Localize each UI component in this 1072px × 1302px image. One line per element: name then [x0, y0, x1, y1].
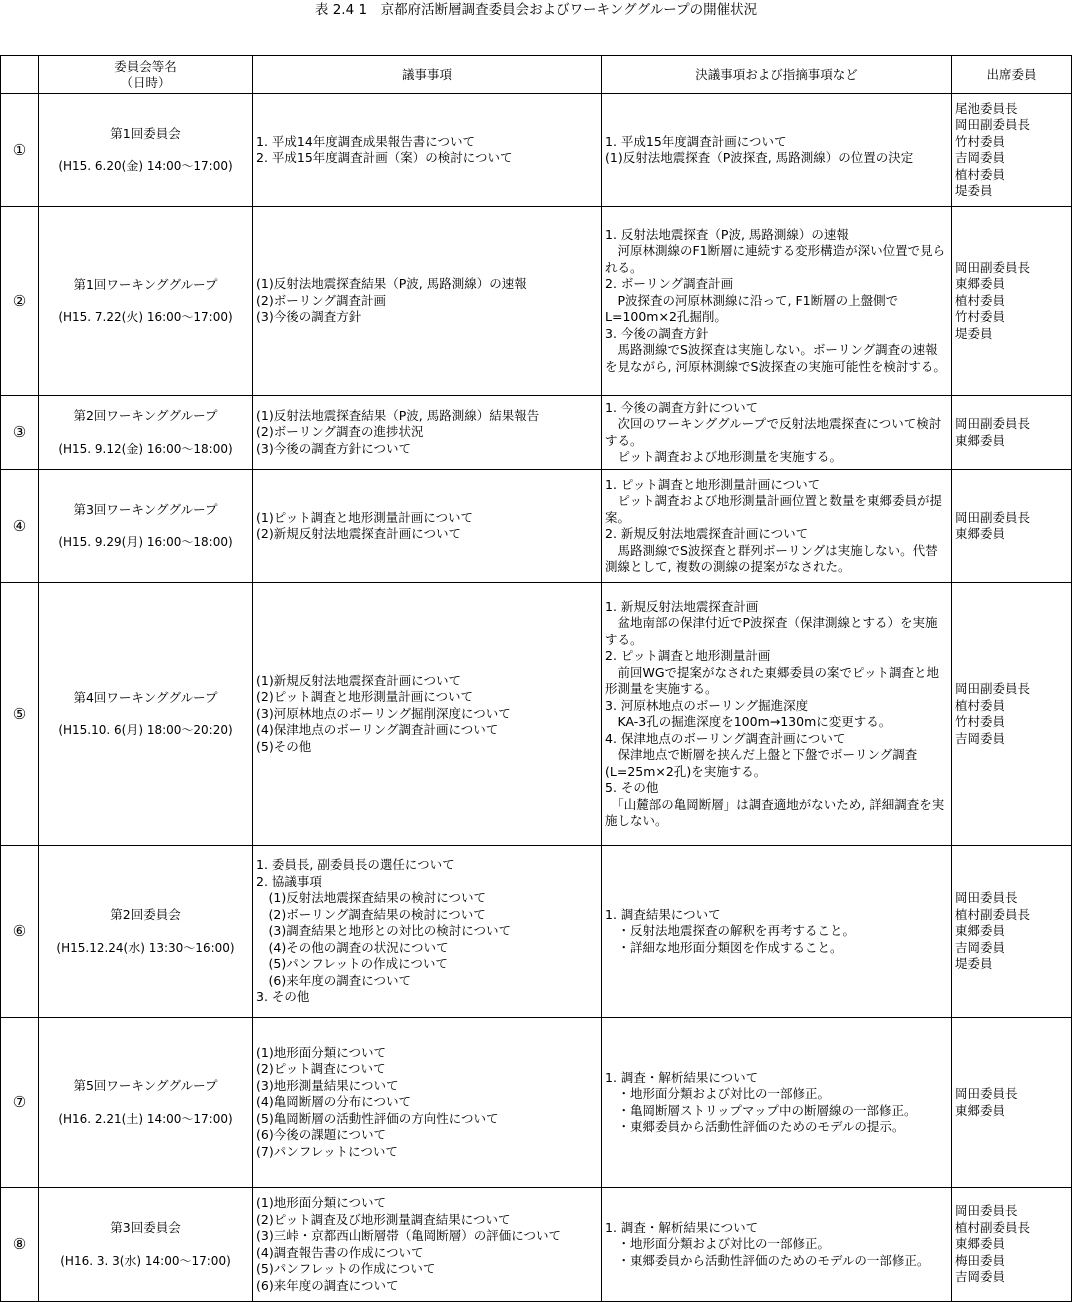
meeting-cell: [39, 207, 253, 396]
header-name-line2: （日時）: [120, 74, 171, 90]
decisions-cell: 1. 今後の調査方針について 次回のワーキンググループで反射法地震探査について検討する。 ピット調査および地形測量を実施する。: [602, 396, 952, 470]
meeting-name: 第4回ワーキンググループ: [73, 689, 218, 705]
meeting-date: (H15. 9.29(月) 16:00～18:00): [58, 535, 233, 549]
agenda-cell: (1)反射法地震探査結果（P波, 馬路測線）の速報 (2)ボーリング調査計画 (3)今後の調査方針: [253, 207, 602, 396]
meeting-cell: [39, 1188, 253, 1302]
decisions-cell: 1. 調査結果について ・反射法地震探査の解釈を再考すること。 ・詳細な地形面分類図を作成すること。: [602, 846, 952, 1018]
agenda-cell: (1)地形面分類について (2)ピット調査について (3)地形測量結果について (4)亀岡断層の分布について (5)亀岡断層の活動性評価の方向性について (6)今後の課題について (7)パンフレットについて: [253, 1018, 602, 1188]
meeting-cell: [39, 583, 253, 846]
meeting-name: 第2回委員会: [110, 907, 181, 922]
meeting-date: (H15.12.24(水) 13:30～16:00): [56, 940, 235, 955]
table-row: [1, 583, 1072, 846]
members-cell: 岡田委員長 植村副委員長 東郷委員 梅田委員 吉岡委員: [952, 1188, 1072, 1302]
header-name-line1: 委員会等名: [114, 59, 177, 74]
decisions-cell: 1. 調査・解析結果について ・地形面分類および対比の一部修正。 ・東郷委員から活動性評価のためのモデルの一部修正。: [602, 1188, 952, 1302]
members-cell: 岡田副委員長 東郷委員: [952, 396, 1072, 470]
meeting-name: 第1回委員会: [110, 125, 181, 141]
row-number: ⑥: [1, 846, 39, 1018]
table-row: [1, 470, 1072, 583]
agenda-cell: (1)ピット調査と地形測量計画について (2)新規反射法地震探査計画について: [253, 470, 602, 583]
agenda-cell: 1. 委員長, 副委員長の選任について 2. 協議事項 (1)反射法地震探査結果の検討について (2)ボーリング調査結果の検討について (3)調査結果と地形との対比の検討について (4)その他の調査の状況について (5)パンフレットの作成について (6)来年度の調査について 3. その他: [253, 846, 602, 1018]
meeting-date: (H15. 6.20(金) 14:00～17:00): [58, 159, 233, 173]
meeting-cell: [39, 846, 253, 1018]
table-row: [1, 207, 1072, 396]
decisions-cell: 1. 調査・解析結果について ・地形面分類および対比の一部修正。 ・亀岡断層ストリップマップ中の断層線の一部修正。 ・東郷委員から活動性評価のためのモデルの提示。: [602, 1018, 952, 1188]
header-decisions: 決議事項および指摘事項など: [602, 56, 952, 94]
header-row: [1, 56, 1072, 94]
meeting-cell: [39, 470, 253, 583]
members-cell: 岡田副委員長 植村委員 竹村委員 吉岡委員: [952, 583, 1072, 846]
agenda-cell: 1. 平成14年度調査成果報告書について 2. 平成15年度調査計画（案）の検討について: [253, 94, 602, 207]
header-name: [39, 56, 253, 94]
agenda-cell: (1)反射法地震探査結果（P波, 馬路測線）結果報告 (2)ボーリング調査の進捗状況 (3)今後の調査方針について: [253, 396, 602, 470]
meeting-name: 第3回ワーキンググループ: [73, 501, 218, 517]
agenda-cell: (1)新規反射法地震探査計画について (2)ピット調査と地形測量計画について (3)河原林地点のボーリング掘削深度について (4)保津地点のボーリング調査計画について (5)その他: [253, 583, 602, 846]
row-number: ③: [1, 396, 39, 470]
decisions-cell: 1. ピット調査と地形測量計画について ピット調査および地形測量計画位置と数量を東郷委員が提案。 2. 新規反射法地震探査計画について 馬路測線でS波探査と群列ボーリングは実施しない。代替測線として, 複数の測線の提案がなされた。: [602, 470, 952, 583]
table-row: [1, 846, 1072, 1018]
decisions-cell: 1. 新規反射法地震探査計画 盆地南部の保津付近でP波探査（保津測線とする）を実施する。 2. ピット調査と地形測量計画 前回WGで提案がなされた東郷委員の案でピット調査と地形測量を実施する。 3. 河原林地点のボーリング掘進深度 KA-3孔の掘進深度を100m→130mに変更する。 4. 保津地点のボーリング調査計画について 保津地点で断層を挟んだ上盤と下盤でボーリング調査(L=25m×2孔)を実施する。 5. その他 「山麓部の亀岡断層」は調査適地がないため, 詳細調査を実施しない。: [602, 583, 952, 846]
row-number: ④: [1, 470, 39, 583]
members-cell: 岡田副委員長 東郷委員 植村委員 竹村委員 堤委員: [952, 207, 1072, 396]
row-number: ②: [1, 207, 39, 396]
meeting-cell: [39, 94, 253, 207]
meeting-date: (H15.10. 6(月) 18:00～20:20): [58, 723, 233, 737]
table-row: [1, 94, 1072, 207]
row-number: ⑤: [1, 583, 39, 846]
row-number: ⑧: [1, 1188, 39, 1302]
members-cell: 岡田副委員長 東郷委員: [952, 470, 1072, 583]
meeting-cell: [39, 396, 253, 470]
meeting-date: (H15. 9.12(金) 16:00～18:00): [58, 441, 233, 456]
header-agenda: 議事事項: [253, 56, 602, 94]
table-row: [1, 396, 1072, 470]
row-number: ⑦: [1, 1018, 39, 1188]
meeting-name: 第1回ワーキンググループ: [73, 276, 218, 292]
meeting-name: 第5回ワーキンググループ: [73, 1078, 218, 1093]
members-cell: 岡田委員長 東郷委員: [952, 1018, 1072, 1188]
row-number: ①: [1, 94, 39, 207]
header-number: [1, 56, 39, 94]
meeting-name: 第2回ワーキンググループ: [73, 408, 218, 423]
header-members: 出席委員: [952, 56, 1072, 94]
meeting-date: (H16. 2.21(土) 14:00～17:00): [58, 1111, 233, 1126]
decisions-cell: 1. 平成15年度調査計画について (1)反射法地震探査（P波探査, 馬路測線）の位置の決定: [602, 94, 952, 207]
decisions-cell: 1. 反射法地震探査（P波, 馬路測線）の速報 河原林測線のF1断層に連続する変形構造が深い位置で見られる。 2. ボーリング調査計画 P波探査の河原林測線に沿って, F1断層の上盤側でL=100m×2孔掘削。 3. 今後の調査方針 馬路測線でS波探査は実施しない。ボーリング調査の速報を見ながら, 河原林測線でS波探査の実施可能性を検討する。: [602, 207, 952, 396]
table-title: 表 2.4 1 京都府活断層調査委員会およびワーキンググループの開催状況: [314, 2, 758, 18]
meeting-date: (H16. 3. 3(水) 14:00～17:00): [60, 1253, 231, 1268]
meeting-table: [0, 55, 1072, 1302]
members-cell: 尾池委員長 岡田副委員長 竹村委員 吉岡委員 植村委員 堤委員: [952, 94, 1072, 207]
meeting-name: 第3回委員会: [110, 1220, 181, 1235]
table-row: [1, 1018, 1072, 1188]
meeting-cell: [39, 1018, 253, 1188]
table-row: [1, 1188, 1072, 1302]
members-cell: 岡田委員長 植村副委員長 東郷委員 吉岡委員 堤委員: [952, 846, 1072, 1018]
meeting-date: (H15. 7.22(火) 16:00～17:00): [58, 310, 233, 324]
agenda-cell: (1)地形面分類について (2)ピット調査及び地形測量調査結果について (3)三峠・京都西山断層帯（亀岡断層）の評価について (4)調査報告書の作成について (5)パンフレットの作成について (6)来年度の調査について: [253, 1188, 602, 1302]
